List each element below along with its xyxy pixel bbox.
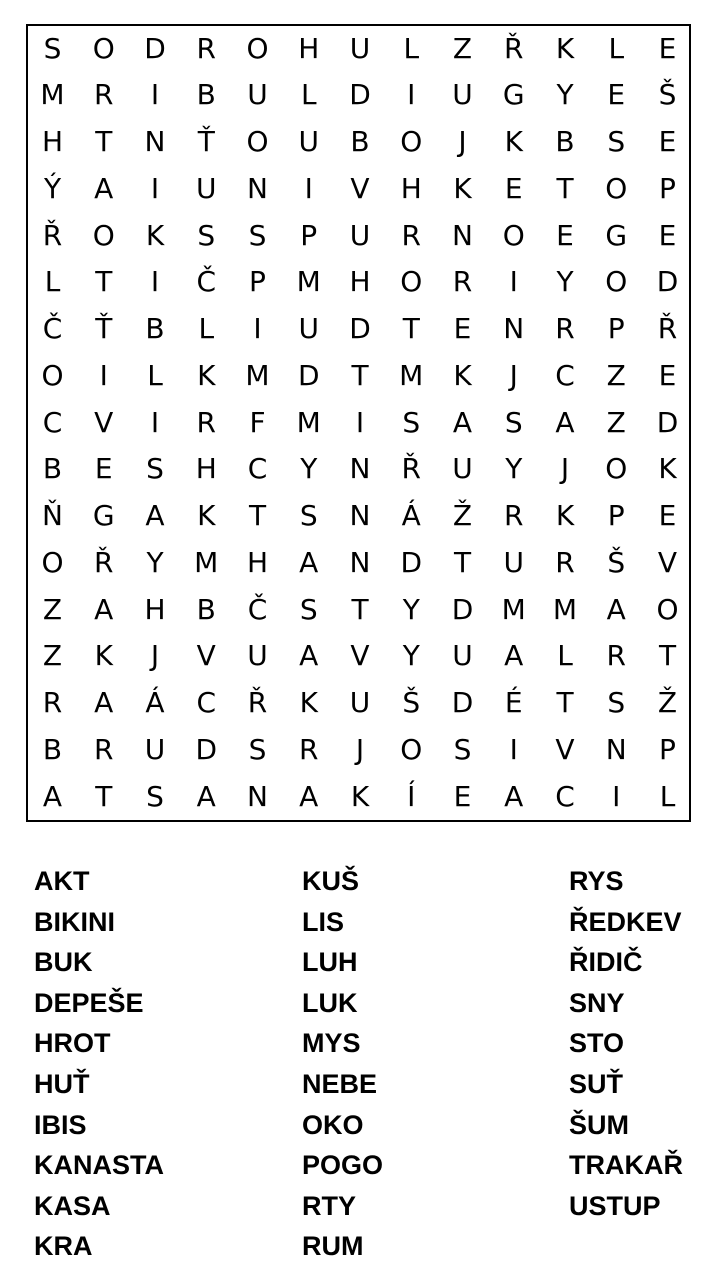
grid-letter[interactable]: Y: [402, 639, 420, 673]
grid-letter[interactable]: Y: [556, 265, 574, 299]
grid-letter[interactable]: S: [248, 218, 267, 252]
grid-letter[interactable]: P: [249, 265, 266, 299]
grid-letter[interactable]: N: [605, 732, 627, 766]
word-list-item: LUH: [302, 947, 358, 978]
grid-letter[interactable]: L: [300, 78, 317, 112]
grid-letter[interactable]: K: [94, 639, 113, 673]
grid-letter[interactable]: A: [555, 405, 575, 439]
grid-letter[interactable]: O: [656, 592, 679, 626]
grid-letter[interactable]: U: [247, 78, 268, 112]
grid-letter[interactable]: V: [555, 732, 575, 766]
grid-letter[interactable]: Ř: [247, 686, 268, 719]
grid-letter[interactable]: O: [246, 125, 269, 158]
grid-letter[interactable]: G: [92, 499, 115, 532]
grid-letter[interactable]: L: [557, 639, 573, 673]
grid-letter[interactable]: O: [605, 171, 628, 205]
grid-letter[interactable]: Z: [42, 639, 63, 673]
grid-letter[interactable]: O: [400, 732, 423, 766]
grid-letter[interactable]: U: [247, 639, 268, 673]
grid-letter[interactable]: I: [150, 405, 160, 439]
grid-letter[interactable]: J: [355, 732, 365, 766]
word-list-item: SUŤ: [569, 1069, 623, 1099]
grid-letter[interactable]: Z: [606, 405, 626, 439]
grid-letter[interactable]: O: [246, 31, 269, 65]
grid-letter[interactable]: H: [144, 592, 166, 626]
grid-letter[interactable]: V: [94, 405, 114, 439]
grid-letter[interactable]: T: [248, 499, 267, 532]
grid-letter[interactable]: Y: [300, 452, 318, 486]
grid-letter[interactable]: I: [407, 78, 416, 112]
grid-letter[interactable]: E: [658, 358, 677, 392]
grid-letter[interactable]: T: [658, 639, 677, 673]
grid-letter[interactable]: U: [298, 312, 319, 345]
grid-letter[interactable]: B: [196, 78, 216, 112]
grid-letter[interactable]: Ř: [657, 312, 678, 345]
grid-letter[interactable]: D: [400, 545, 423, 579]
grid-letter[interactable]: T: [351, 592, 369, 626]
grid-letter[interactable]: N: [349, 499, 371, 532]
grid-letter[interactable]: M: [296, 405, 321, 439]
grid-letter[interactable]: K: [145, 218, 165, 252]
grid-letter[interactable]: R: [94, 732, 114, 766]
grid-letter[interactable]: T: [402, 312, 420, 345]
grid-letter[interactable]: Y: [505, 452, 523, 486]
word-list-item: NEBE: [302, 1069, 378, 1099]
grid-letter[interactable]: T: [556, 171, 574, 205]
grid-letter[interactable]: A: [94, 171, 114, 205]
grid-letter[interactable]: R: [555, 312, 575, 345]
grid-letter[interactable]: Í: [407, 779, 416, 813]
grid-letter[interactable]: K: [504, 125, 523, 158]
word-list-item: ŠUM: [569, 1109, 629, 1140]
grid-letter[interactable]: E: [453, 779, 472, 813]
grid-letter[interactable]: A: [94, 592, 114, 626]
grid-letter[interactable]: R: [606, 639, 626, 673]
grid-letter[interactable]: R: [504, 499, 524, 532]
word-list-item: RYS: [569, 866, 624, 896]
grid-letter[interactable]: Č: [247, 592, 268, 626]
grid-letter[interactable]: B: [145, 312, 165, 345]
grid-letter[interactable]: V: [350, 171, 370, 205]
grid-letter[interactable]: Š: [658, 78, 677, 112]
grid-letter[interactable]: S: [146, 779, 164, 813]
grid-letter[interactable]: B: [555, 125, 575, 158]
grid-letter[interactable]: D: [297, 358, 320, 392]
word-list-item: KASA: [34, 1190, 111, 1221]
grid-letter[interactable]: M: [296, 265, 321, 299]
grid-letter[interactable]: S: [607, 686, 626, 719]
grid-letter[interactable]: A: [145, 499, 165, 532]
grid-letter[interactable]: J: [560, 452, 570, 486]
grid-letter[interactable]: T: [95, 125, 113, 158]
grid-letter[interactable]: T: [95, 265, 113, 299]
grid-letter[interactable]: V: [350, 639, 370, 673]
grid-letter[interactable]: B: [42, 452, 63, 486]
grid-letter[interactable]: Ň: [42, 499, 63, 532]
word-list-item: IBIS: [34, 1109, 87, 1140]
grid-letter[interactable]: O: [400, 265, 423, 299]
grid-letter[interactable]: A: [42, 779, 63, 813]
grid-letter[interactable]: E: [607, 78, 626, 112]
grid-letter[interactable]: E: [658, 125, 677, 158]
grid-letter[interactable]: M: [552, 592, 578, 626]
grid-letter[interactable]: I: [612, 779, 621, 813]
grid-letter[interactable]: E: [94, 452, 113, 486]
grid-letter[interactable]: R: [299, 732, 319, 766]
grid-letter[interactable]: S: [43, 31, 62, 65]
word-list-item: KUŠ: [302, 866, 360, 896]
grid-letter[interactable]: R: [452, 265, 473, 299]
grid-letter[interactable]: R: [401, 218, 421, 252]
grid-letter[interactable]: O: [605, 265, 628, 299]
grid-letter[interactable]: D: [349, 78, 371, 112]
grid-letter[interactable]: L: [659, 779, 676, 813]
grid-letter[interactable]: I: [509, 732, 518, 766]
word-list-item: BUK: [34, 947, 93, 978]
grid-letter[interactable]: Ř: [94, 545, 114, 579]
word-list-item: ŘEDKEV: [569, 906, 682, 937]
word-list-item: USTUP: [569, 1190, 661, 1221]
grid-letter[interactable]: L: [147, 358, 163, 392]
grid-letter[interactable]: K: [555, 499, 575, 532]
grid-letter[interactable]: R: [42, 686, 63, 719]
grid-letter[interactable]: P: [659, 732, 676, 766]
grid-letter[interactable]: U: [452, 452, 473, 486]
grid-letter[interactable]: D: [451, 592, 474, 626]
word-list-item: STO: [569, 1028, 625, 1059]
word-list-item: KRA: [34, 1231, 93, 1262]
grid-letter[interactable]: C: [247, 452, 268, 486]
grid-letter[interactable]: N: [349, 545, 371, 579]
grid-letter[interactable]: U: [196, 171, 217, 205]
grid-letter[interactable]: S: [146, 452, 164, 486]
grid-letter[interactable]: B: [350, 125, 370, 158]
grid-letter[interactable]: O: [605, 452, 628, 486]
grid-letter[interactable]: T: [351, 358, 369, 392]
grid-letter[interactable]: É: [504, 686, 523, 719]
grid-letter[interactable]: R: [94, 78, 114, 112]
grid-letter[interactable]: Č: [42, 312, 63, 345]
grid-letter[interactable]: E: [658, 218, 677, 252]
grid-letter[interactable]: K: [299, 686, 318, 719]
grid-letter[interactable]: K: [658, 452, 677, 486]
grid-letter[interactable]: Š: [607, 545, 626, 579]
word-list-item: RUM: [302, 1231, 364, 1262]
grid-letter[interactable]: Ž: [452, 499, 473, 532]
grid-letter[interactable]: Ř: [401, 452, 421, 486]
word-list-item: BIKINI: [34, 906, 115, 937]
grid-letter[interactable]: O: [41, 358, 64, 392]
grid-letter[interactable]: Č: [196, 265, 217, 299]
grid-letter[interactable]: C: [196, 686, 217, 719]
grid-letter[interactable]: U: [452, 639, 473, 673]
grid-letter[interactable]: G: [502, 78, 525, 112]
word-list-item: KANASTA: [34, 1150, 164, 1181]
grid-letter[interactable]: G: [605, 218, 628, 252]
grid-letter[interactable]: K: [453, 358, 472, 392]
word-list-item: OKO: [302, 1109, 364, 1140]
grid-letter[interactable]: Z: [42, 592, 63, 626]
grid-letter[interactable]: T: [453, 545, 472, 579]
grid-letter[interactable]: S: [299, 592, 318, 626]
grid-letter[interactable]: L: [198, 312, 215, 345]
grid-letter[interactable]: S: [453, 732, 472, 766]
grid-letter[interactable]: I: [150, 78, 160, 112]
word-list-item: HROT: [34, 1028, 111, 1059]
grid-letter[interactable]: D: [195, 732, 218, 766]
grid-letter[interactable]: Z: [452, 31, 473, 65]
grid-letter[interactable]: I: [509, 265, 518, 299]
grid-letter[interactable]: S: [299, 499, 318, 532]
grid-letter[interactable]: P: [659, 171, 676, 205]
grid-letter[interactable]: H: [349, 265, 371, 299]
word-list-item: DEPEŠE: [34, 987, 144, 1018]
grid-letter[interactable]: E: [658, 499, 677, 532]
word-list-item: LIS: [302, 906, 345, 937]
grid-letter[interactable]: C: [555, 358, 575, 392]
grid-letter[interactable]: H: [246, 545, 269, 579]
grid-letter[interactable]: H: [400, 171, 422, 205]
word-list-item: HUŤ: [34, 1069, 90, 1099]
grid-letter[interactable]: H: [195, 452, 217, 486]
grid-letter[interactable]: T: [556, 686, 574, 719]
grid-letter[interactable]: M: [40, 78, 65, 112]
grid-letter[interactable]: U: [349, 686, 371, 719]
grid-letter[interactable]: A: [299, 639, 319, 673]
grid-letter[interactable]: M: [194, 545, 219, 579]
word-list-item: SNY: [569, 987, 625, 1018]
grid-letter[interactable]: K: [350, 779, 370, 813]
grid-letter[interactable]: K: [555, 31, 575, 65]
grid-letter[interactable]: Ť: [197, 125, 215, 158]
grid-letter[interactable]: O: [92, 218, 115, 252]
grid-letter[interactable]: Y: [146, 545, 164, 579]
grid-letter[interactable]: N: [452, 218, 473, 252]
word-list-item: POGO: [302, 1150, 384, 1181]
grid-letter[interactable]: I: [150, 171, 160, 205]
grid-letter[interactable]: M: [501, 592, 526, 626]
grid-letter[interactable]: M: [245, 358, 270, 392]
grid-letter[interactable]: A: [452, 405, 473, 439]
grid-letter[interactable]: S: [197, 218, 216, 252]
grid-letter[interactable]: S: [402, 405, 421, 439]
grid-letter[interactable]: S: [504, 405, 523, 439]
grid-letter[interactable]: N: [144, 125, 166, 158]
grid-letter[interactable]: A: [606, 592, 626, 626]
grid-letter[interactable]: A: [504, 639, 524, 673]
grid-letter[interactable]: B: [196, 592, 216, 626]
grid-letter[interactable]: U: [503, 545, 524, 579]
grid-letter[interactable]: H: [298, 31, 320, 65]
grid-letter[interactable]: A: [299, 545, 319, 579]
grid-letter[interactable]: S: [248, 732, 267, 766]
grid-letter[interactable]: U: [298, 125, 319, 158]
grid-letter[interactable]: R: [196, 31, 216, 65]
grid-letter[interactable]: B: [42, 732, 63, 766]
grid-letter[interactable]: J: [150, 639, 160, 673]
grid-letter[interactable]: E: [453, 312, 472, 345]
grid-letter[interactable]: N: [349, 452, 371, 486]
grid-letter[interactable]: E: [504, 171, 523, 205]
grid-letter[interactable]: L: [608, 31, 625, 65]
grid-letter[interactable]: C: [555, 779, 575, 813]
word-list-item: MYS: [302, 1028, 361, 1059]
grid-letter[interactable]: I: [150, 265, 160, 299]
word-list-item: TRAKAŘ: [569, 1150, 683, 1181]
grid-letter[interactable]: R: [555, 545, 575, 579]
grid-letter[interactable]: K: [453, 171, 472, 205]
grid-letter[interactable]: K: [197, 358, 216, 392]
grid-letter[interactable]: V: [196, 639, 216, 673]
grid-letter[interactable]: J: [509, 358, 518, 392]
grid-letter[interactable]: O: [502, 218, 525, 252]
grid-letter[interactable]: S: [607, 125, 626, 158]
grid-letter[interactable]: Ř: [504, 31, 524, 65]
word-list-item: LUK: [302, 987, 358, 1018]
grid-letter[interactable]: E: [658, 31, 677, 65]
grid-letter[interactable]: O: [400, 125, 423, 158]
grid-letter[interactable]: D: [656, 405, 679, 439]
grid-letter[interactable]: N: [247, 779, 268, 813]
grid-letter[interactable]: P: [300, 218, 318, 252]
grid-letter[interactable]: D: [656, 265, 679, 299]
grid-letter[interactable]: I: [304, 171, 313, 205]
grid-letter[interactable]: A: [299, 779, 319, 813]
grid-letter[interactable]: I: [99, 358, 108, 392]
grid-letter[interactable]: U: [349, 218, 371, 252]
grid-letter[interactable]: N: [247, 171, 268, 205]
grid-letter[interactable]: R: [196, 405, 216, 439]
word-list-item: AKT: [34, 866, 90, 896]
grid-letter[interactable]: T: [95, 779, 113, 813]
grid-letter[interactable]: L: [44, 265, 61, 299]
grid-letter[interactable]: D: [144, 31, 166, 65]
grid-letter[interactable]: O: [92, 31, 115, 65]
grid-letter[interactable]: F: [249, 405, 266, 439]
grid-letter[interactable]: Á: [145, 686, 165, 719]
grid-letter[interactable]: A: [94, 686, 114, 719]
grid-letter[interactable]: I: [355, 405, 365, 439]
grid-letter[interactable]: I: [253, 312, 262, 345]
grid-letter[interactable]: U: [144, 732, 166, 766]
grid-letter[interactable]: Z: [606, 358, 626, 392]
grid-letter[interactable]: U: [452, 78, 473, 112]
grid-letter[interactable]: Y: [402, 592, 420, 626]
grid-letter[interactable]: Ť: [95, 312, 113, 345]
grid-letter[interactable]: U: [349, 31, 371, 65]
grid-letter[interactable]: D: [349, 312, 371, 345]
word-list-item: ŘIDIČ: [569, 947, 643, 978]
grid-letter[interactable]: O: [41, 545, 64, 579]
grid-letter[interactable]: L: [403, 31, 420, 65]
grid-letter[interactable]: A: [196, 779, 216, 813]
grid-letter[interactable]: M: [399, 358, 424, 392]
grid-letter[interactable]: A: [504, 779, 524, 813]
grid-letter[interactable]: Ž: [657, 686, 678, 719]
grid-letter[interactable]: Ř: [42, 218, 63, 252]
grid-letter[interactable]: H: [41, 125, 64, 158]
grid-letter[interactable]: K: [197, 499, 216, 532]
grid-letter[interactable]: N: [503, 312, 525, 345]
grid-letter[interactable]: P: [607, 499, 625, 532]
grid-letter[interactable]: V: [657, 545, 678, 579]
grid-letter[interactable]: C: [42, 405, 63, 439]
word-list-item: RTY: [302, 1190, 356, 1221]
grid-letter[interactable]: Y: [556, 78, 574, 112]
grid-letter[interactable]: D: [451, 686, 474, 719]
grid-letter[interactable]: E: [556, 218, 574, 252]
grid-letter[interactable]: Š: [402, 686, 421, 719]
grid-letter[interactable]: Ý: [43, 171, 62, 205]
grid-letter[interactable]: J: [458, 125, 467, 158]
grid-letter[interactable]: Á: [401, 499, 421, 532]
grid-letter[interactable]: P: [607, 312, 625, 345]
